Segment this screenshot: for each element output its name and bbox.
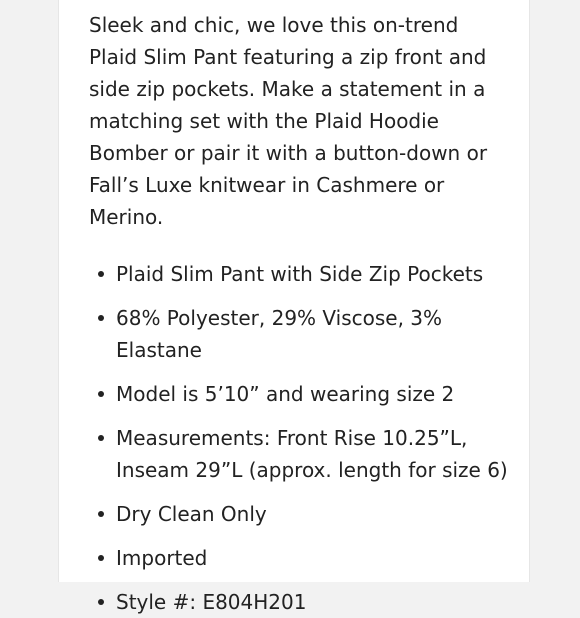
feature-item: Model is 5’10” and wearing size 2: [89, 378, 509, 410]
feature-item: Plaid Slim Pant with Side Zip Pockets: [89, 258, 509, 290]
feature-item: Measurements: Front Rise 10.25”L, Inseam 29”L (approx. length for size 6): [89, 422, 509, 486]
feature-item: Imported: [89, 542, 509, 574]
feature-list: [89, 258, 509, 618]
description-intro: Sleek and chic, we love this on-trend Plaid Slim Pant featuring a zip front and side zip pockets. Make a statement in a matching set with the Plaid Hoodie Bomber or pair it with a button-down or Fall’s Luxe knitwear in Cashmere or Merino.: [89, 13, 488, 229]
feature-item: Style #: E804H201: [89, 586, 509, 618]
product-description-card: [58, 0, 530, 614]
feature-item: 68% Polyester, 29% Viscose, 3% Elastane: [89, 302, 509, 366]
feature-item: Dry Clean Only: [89, 498, 509, 530]
product-description: [89, 9, 509, 618]
